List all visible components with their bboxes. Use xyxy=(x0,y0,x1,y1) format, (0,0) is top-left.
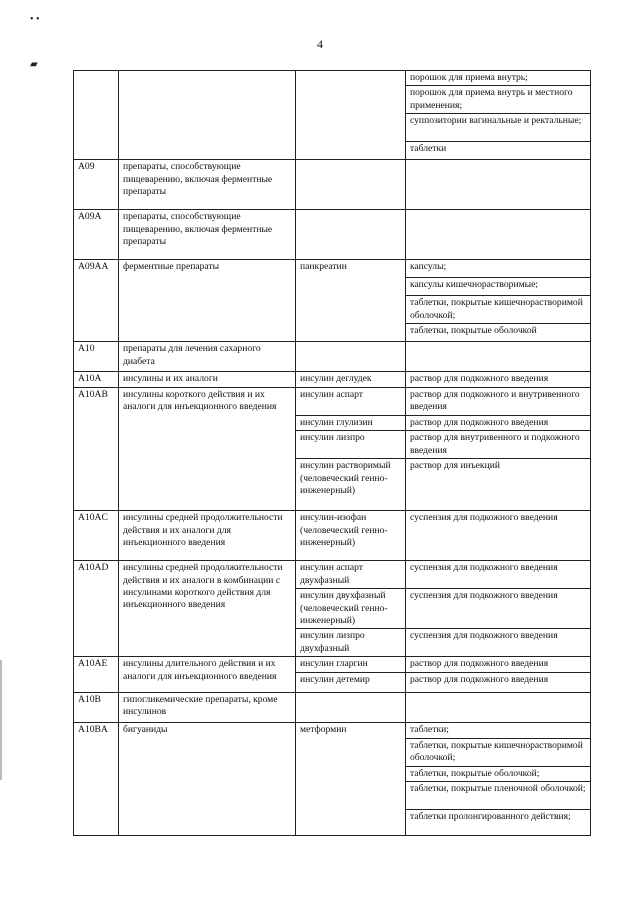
inn-cell: инсулин глулизин xyxy=(296,415,406,430)
table-row xyxy=(74,71,591,86)
dosage-form-cell: раствор для подкожного введения xyxy=(406,415,591,430)
inn-cell: инсулин лизпро xyxy=(296,431,406,459)
dosage-form-cell: суспензия для подкожного введения xyxy=(406,561,591,589)
dosage-form-cell: раствор для внутривенного и подкожного введения xyxy=(406,431,591,459)
table-row xyxy=(74,210,591,260)
dosage-form-cell: таблетки, покрытые оболочкой; xyxy=(406,766,591,781)
atc-code-cell: A10B xyxy=(74,692,119,722)
table-row xyxy=(74,692,591,722)
atc-code-cell: A09AA xyxy=(74,260,119,342)
dosage-form-cell: капсулы кишечнорастворимые; xyxy=(406,278,591,296)
group-name-cell: препараты для лечения сахарного диабета xyxy=(119,342,296,372)
dosage-form-cell: суспензия для подкожного введения xyxy=(406,629,591,657)
table-row xyxy=(74,342,591,372)
dosage-form-cell: раствор для подкожного введения xyxy=(406,657,591,672)
page-number: 4 xyxy=(317,37,323,51)
group-name-cell: гипогликемические препараты, кроме инсулинов xyxy=(119,692,296,722)
inn-cell: инсулин-изофан (человеческий генно-инженерный) xyxy=(296,511,406,561)
inn-cell: инсулин лизпро двухфазный xyxy=(296,629,406,657)
inn-cell xyxy=(296,160,406,210)
group-name-cell xyxy=(119,71,296,160)
scan-speck: • • xyxy=(30,14,40,25)
inn-cell: инсулин аспарт xyxy=(296,387,406,415)
group-name-cell: препараты, способствующие пищеварению, включая ферментные препараты xyxy=(119,160,296,210)
dosage-form-cell: суспензия для подкожного введения xyxy=(406,589,591,629)
inn-cell: инсулин растворимый (человеческий генно-инженерный) xyxy=(296,459,406,511)
dosage-form-cell xyxy=(406,210,591,260)
dosage-form-cell: таблетки пролонгированного действия; xyxy=(406,810,591,836)
dosage-form-cell: таблетки, покрытые кишечнорастворимой оболочкой; xyxy=(406,738,591,766)
group-name-cell: ферментные препараты xyxy=(119,260,296,342)
group-name-cell: бигуаниды xyxy=(119,722,296,835)
inn-cell: инсулин аспарт двухфазный xyxy=(296,561,406,589)
dosage-form-cell: таблетки, покрытые оболочкой xyxy=(406,324,591,342)
drug-classification-table xyxy=(73,70,591,836)
inn-cell xyxy=(296,342,406,372)
scan-edge-mark xyxy=(0,660,2,780)
table-row xyxy=(74,387,591,415)
dosage-form-cell: суспензия для подкожного введения xyxy=(406,511,591,561)
atc-code-cell xyxy=(74,71,119,160)
group-name-cell: инсулины и их аналоги xyxy=(119,372,296,387)
group-name-cell: инсулины короткого действия и их аналоги для инъекционного введения xyxy=(119,387,296,510)
atc-code-cell: A09 xyxy=(74,160,119,210)
table-row xyxy=(74,561,591,589)
inn-cell xyxy=(296,692,406,722)
dosage-form-cell: раствор для инъекций xyxy=(406,459,591,511)
dosage-form-cell: таблетки xyxy=(406,142,591,160)
inn-cell xyxy=(296,71,406,160)
atc-code-cell: A10AD xyxy=(74,561,119,657)
atc-code-cell: A09A xyxy=(74,210,119,260)
dosage-form-cell: порошок для приема внутрь; xyxy=(406,71,591,86)
inn-cell: панкреатин xyxy=(296,260,406,342)
table-row xyxy=(74,160,591,210)
dosage-form-cell: суппозитории вагинальные и ректальные; xyxy=(406,114,591,142)
dosage-form-cell: раствор для подкожного введения xyxy=(406,672,591,692)
dosage-form-cell xyxy=(406,692,591,722)
group-name-cell: инсулины средней продолжительности действия и их аналоги в комбинации с инсулинами короткого действия для инъекционного введения xyxy=(119,561,296,657)
table-row xyxy=(74,511,591,561)
group-name-cell: инсулины средней продолжительности действия и их аналоги для инъекционного введения xyxy=(119,511,296,561)
atc-code-cell: A10A xyxy=(74,372,119,387)
dosage-form-cell: капсулы; xyxy=(406,260,591,278)
dosage-form-cell xyxy=(406,342,591,372)
table-row xyxy=(74,372,591,387)
atc-code-cell: A10AB xyxy=(74,387,119,510)
atc-code-cell: A10AC xyxy=(74,511,119,561)
inn-cell: инсулин гларгин xyxy=(296,657,406,672)
atc-code-cell: A10BA xyxy=(74,722,119,835)
group-name-cell: инсулины длительного действия и их аналоги для инъекционного введения xyxy=(119,657,296,692)
scan-speck: ▰ xyxy=(30,59,38,70)
inn-cell: инсулин детемир xyxy=(296,672,406,692)
inn-cell xyxy=(296,210,406,260)
table-row xyxy=(74,657,591,672)
dosage-form-cell: раствор для подкожного и внутривенного введения xyxy=(406,387,591,415)
dosage-form-cell: порошок для приема внутрь и местного применения; xyxy=(406,86,591,114)
inn-cell: инсулин двухфазный (человеческий генно-инженерный) xyxy=(296,589,406,629)
inn-cell: инсулин деглудек xyxy=(296,372,406,387)
atc-code-cell: A10 xyxy=(74,342,119,372)
dosage-form-cell: раствор для подкожного введения xyxy=(406,372,591,387)
dosage-form-cell xyxy=(406,160,591,210)
dosage-form-cell: таблетки, покрытые кишечнорастворимой оболочкой; xyxy=(406,296,591,324)
dosage-form-cell: таблетки, покрытые пленочной оболочкой; xyxy=(406,782,591,810)
table-row xyxy=(74,260,591,278)
dosage-form-cell: таблетки; xyxy=(406,722,591,738)
group-name-cell: препараты, способствующие пищеварению, включая ферментные препараты xyxy=(119,210,296,260)
table-row xyxy=(74,722,591,738)
atc-code-cell: A10AE xyxy=(74,657,119,692)
inn-cell: метформин xyxy=(296,722,406,835)
